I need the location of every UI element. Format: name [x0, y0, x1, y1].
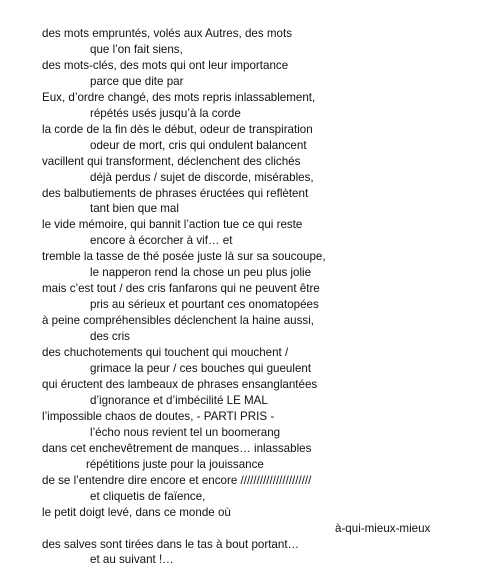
- poem-line: mais c’est tout / des cris fanfarons qui ne peuvent être: [42, 282, 320, 296]
- poem-line: odeur de mort, cris qui ondulent balancent: [90, 138, 307, 152]
- poem-line: des salves sont tirées dans le tas à bout portant…: [42, 537, 300, 551]
- poem-line: des chuchotements qui touchent qui mouchent /: [42, 346, 289, 360]
- poem-line: répétitions juste pour la jouissance: [86, 457, 264, 471]
- poem-line: tant bien que mal: [90, 202, 179, 216]
- poem-line: des balbutiements de phrases éructées qui reflètent: [42, 186, 309, 200]
- poem-line: Eux, d’ordre changé, des mots repris inlassablement,: [42, 90, 316, 104]
- poem-line: dans cet enchevêtrement de manques… inlassables: [42, 441, 312, 455]
- poem-line: l’impossible chaos de doutes, - PARTI PRIS -: [42, 409, 275, 423]
- poem-line: parce que dite par: [90, 74, 184, 88]
- poem-line: tremble la tasse de thé posée juste là sur sa soucoupe,: [42, 250, 326, 264]
- poem-line: le vide mémoire, qui bannit l’action tue ce qui reste: [42, 218, 303, 232]
- poem-line: que l’on fait siens,: [90, 42, 183, 56]
- poem-text: [42, 26, 472, 568]
- poem-line: de se l’entendre dire encore et encore //////////////////////: [42, 473, 312, 487]
- poem-line: déjà perdus / sujet de discorde, misérables,: [90, 170, 314, 184]
- poem-line: pris au sérieux et pourtant ces onomatopées: [90, 298, 319, 312]
- poem-line: le petit doigt levé, dans ce monde où: [42, 505, 231, 519]
- poem-line: à-qui-mieux-mieux: [335, 521, 431, 535]
- poem-line: des mots-clés, des mots qui ont leur importance: [42, 58, 289, 72]
- poem-line: des cris: [90, 330, 130, 344]
- poem-line: encore à écorcher à vif… et: [90, 234, 233, 248]
- poem-line: qui éructent des lambeaux de phrases ensanglantées: [42, 377, 318, 391]
- poem-line: l’écho nous revient tel un boomerang: [90, 425, 281, 439]
- poem-line: vacillent qui transforment, déclenchent des clichés: [42, 154, 301, 168]
- poem-line: la corde de la fin dès le début, odeur de transpiration: [42, 122, 313, 136]
- poem-line: des mots empruntés, volés aux Autres, des mots: [42, 27, 293, 40]
- poem-line: et cliquetis de faïence,: [90, 489, 206, 503]
- poem-line: le napperon rend la chose un peu plus jolie: [90, 266, 312, 280]
- poem-line: grimace la peur / ces bouches qui gueulent: [90, 362, 312, 376]
- poem-line: et au suivant !…: [90, 553, 174, 567]
- poem-line: répétés usés jusqu’à la corde: [90, 106, 241, 120]
- poem-line: d’ignorance et d’imbécilité LE MAL: [90, 393, 268, 407]
- poem-line: à peine compréhensibles déclenchent la haine aussi,: [42, 314, 314, 328]
